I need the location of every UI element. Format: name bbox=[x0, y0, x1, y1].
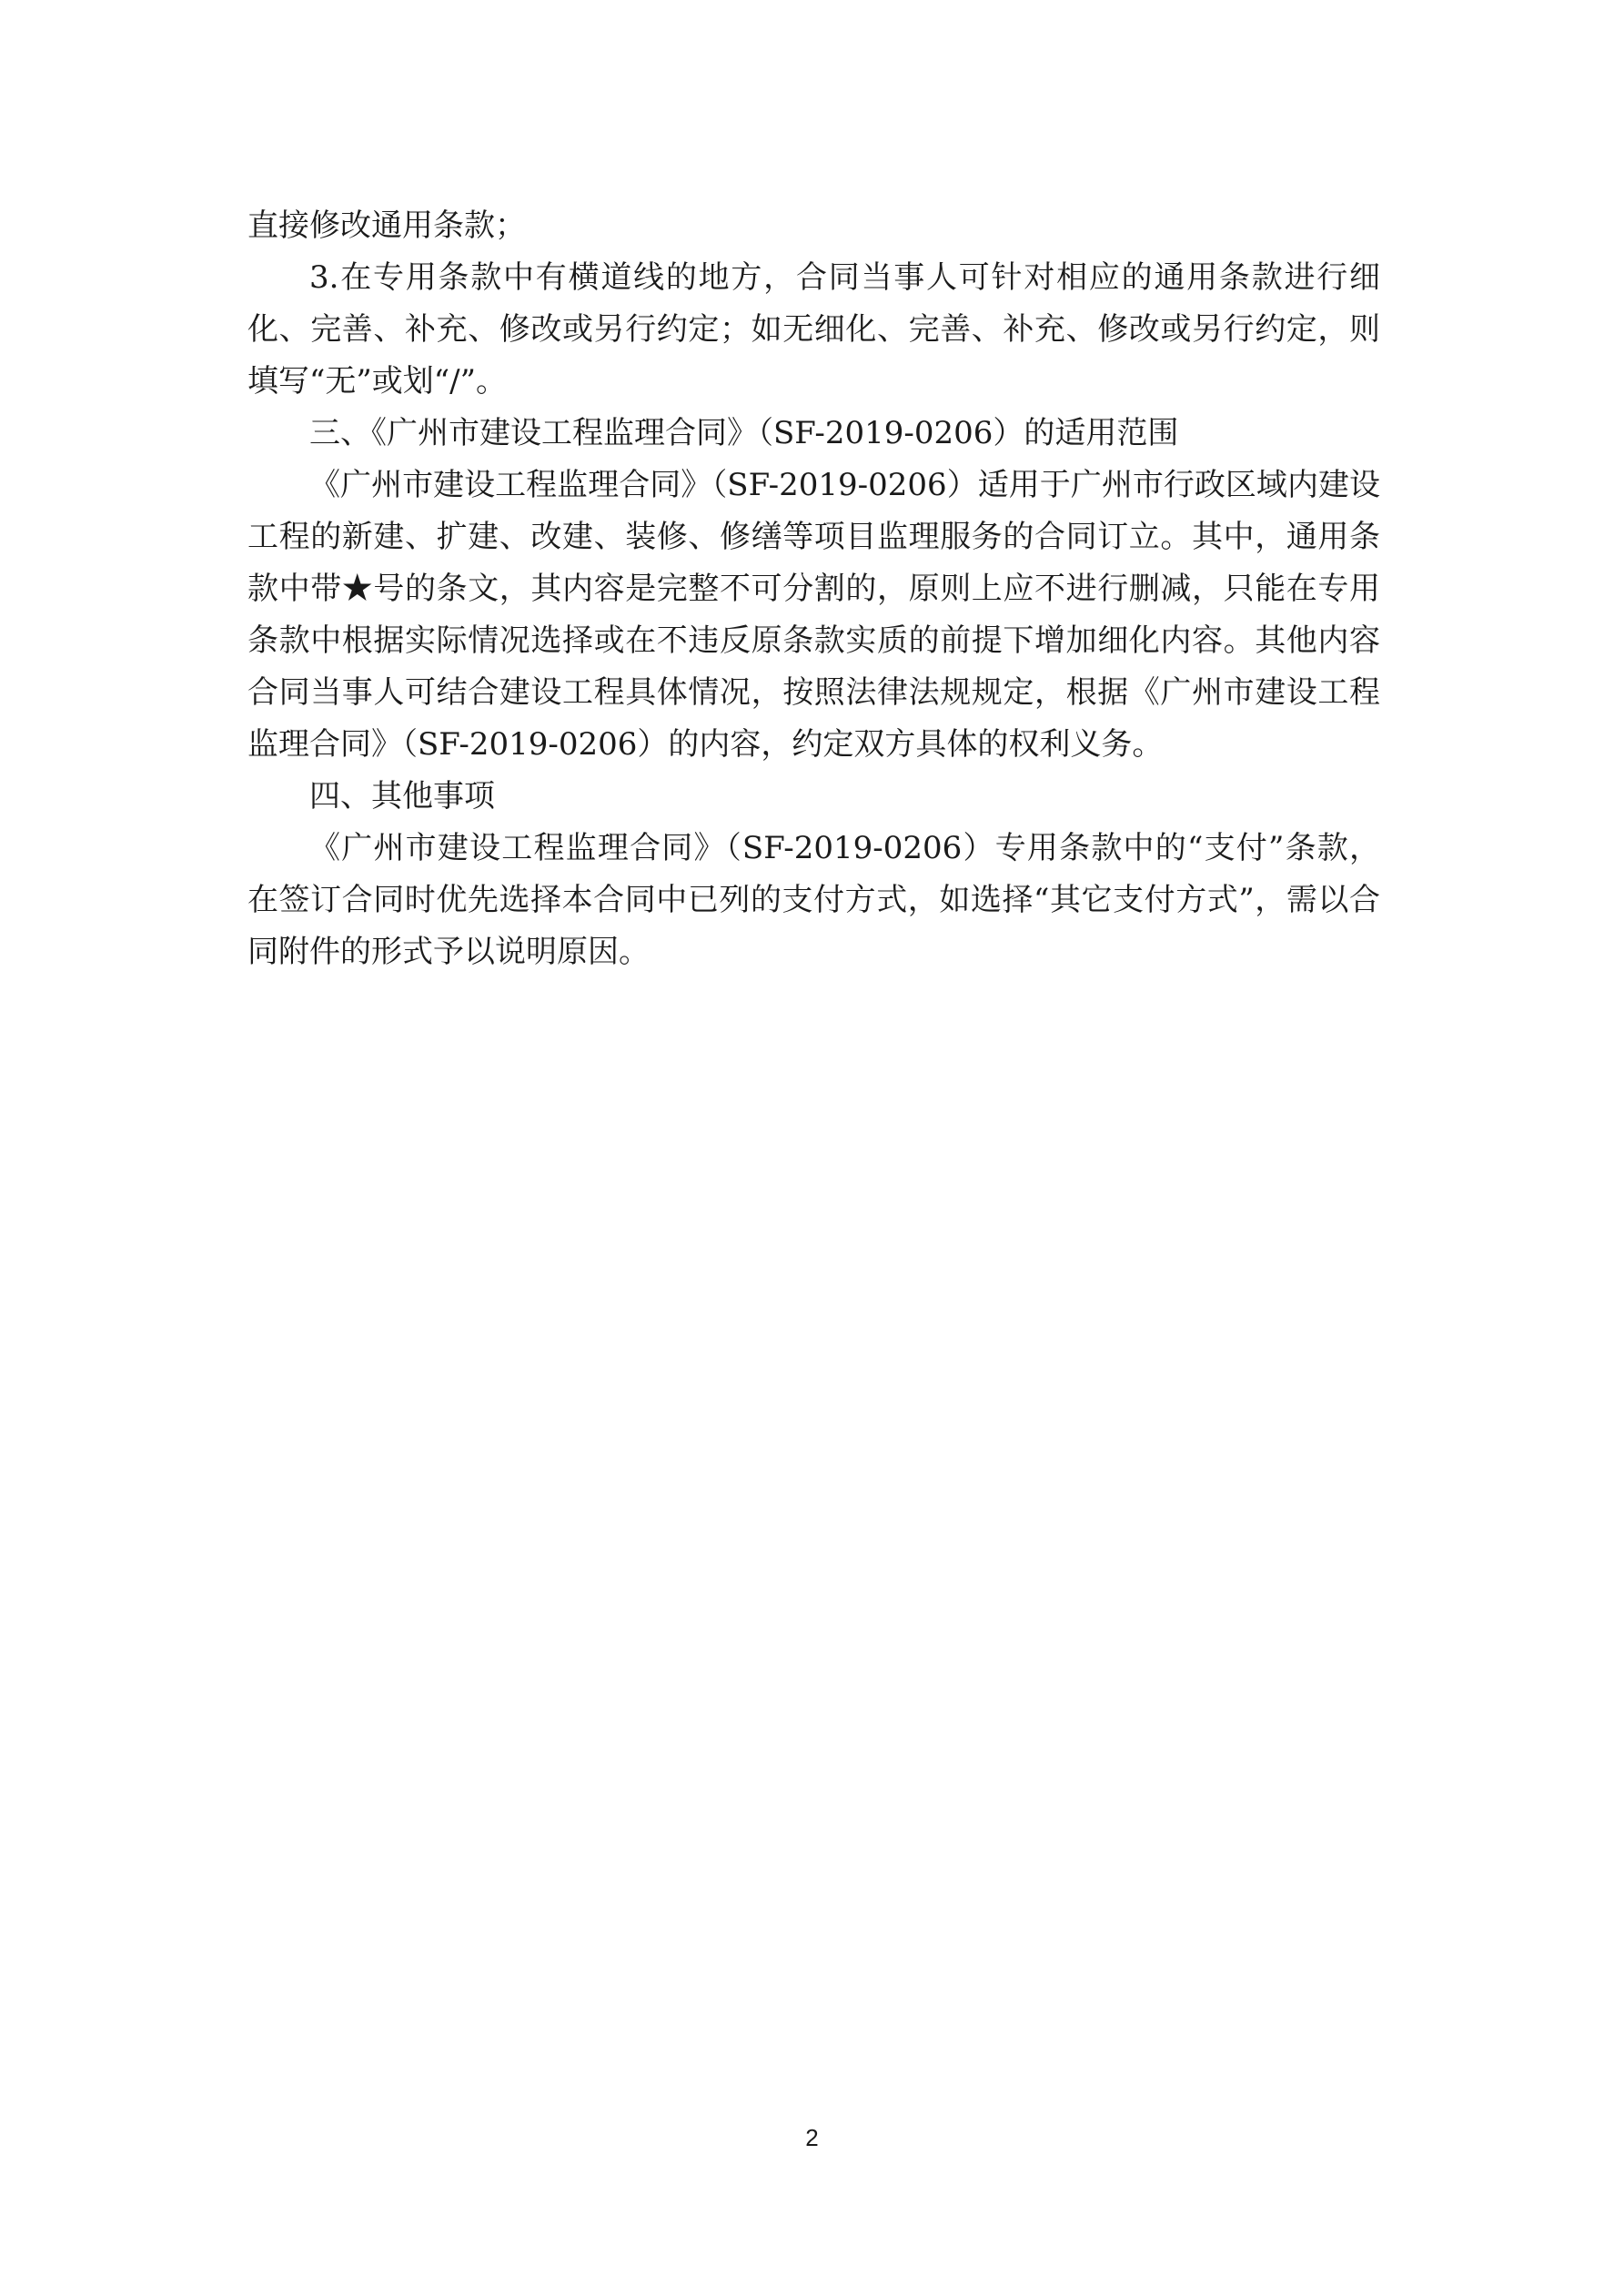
paragraph-scope: 《广州市建设工程监理合同》（SF-2019-0206）适用于广州市行政区域内建设工程的新建、扩建、改建、装修、修缮等项目监理服务的合同订立。其中，通用条款中带★号的条文，其内容是完整不可分割的，原则上应不进行删减，只能在专用条款中根据实际情况选择或在不违反原条款实质的前提下增加细化内容。其他内容合同当事人可结合建设工程具体情况，按照法律法规规定，根据《广州市建设工程监理合同》（SF-2019-0206）的内容，约定双方具体的权利义务。 bbox=[247, 467, 1380, 763]
paragraph-item-3: 3.在专用条款中有横道线的地方，合同当事人可针对相应的通用条款进行细化、完善、补充、修改或另行约定；如无细化、完善、补充、修改或另行约定，则填写“无”或划“/”。 bbox=[247, 259, 1380, 400]
paragraph-continuation: 直接修改通用条款； bbox=[247, 207, 526, 244]
section-heading-scope: 三、《广州市建设工程监理合同》（SF-2019-0206）的适用范围 bbox=[309, 415, 1179, 451]
page-number: 2 bbox=[805, 2124, 819, 2151]
paragraph-other-matters: 《广州市建设工程监理合同》（SF-2019-0206）专用条款中的“支付”条款，在签订合同时优先选择本合同中已列的支付方式，如选择“其它支付方式”，需以合同附件的形式予以说明原因。 bbox=[247, 830, 1380, 970]
document-body bbox=[247, 200, 1380, 978]
section-heading-other-matters: 四、其他事项 bbox=[309, 778, 495, 814]
